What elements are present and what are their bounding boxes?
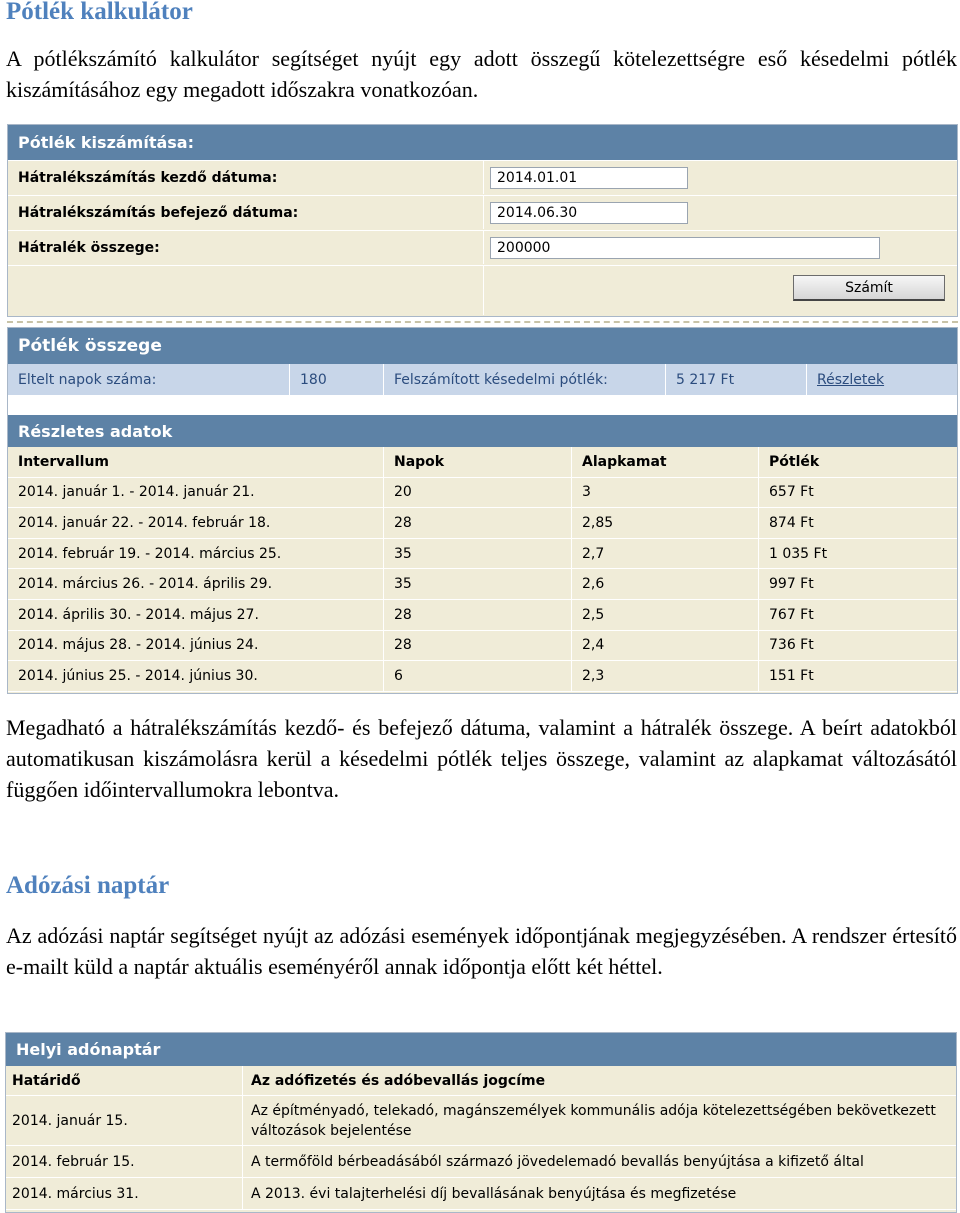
col-header-interval: Intervallum bbox=[8, 447, 384, 477]
button-row-spacer bbox=[8, 266, 484, 315]
cell-interval: 2014. március 26. - 2014. április 29. bbox=[8, 569, 384, 599]
intro-paragraph-naptar: Az adózási naptár segítséget nyújt az adózási események időpontjának megjegyzésében. A rendszer értesítő e-mailt küld a naptár aktuális eseményéről annak időpontja előtt két héttel. bbox=[6, 923, 957, 979]
start-date-input[interactable] bbox=[490, 167, 688, 189]
fee-value: 5 217 Ft bbox=[666, 364, 807, 395]
start-date-label: Hátralékszámítás kezdő dátuma: bbox=[8, 161, 484, 194]
cell-fee: 1 035 Ft bbox=[769, 545, 828, 562]
cell-fee: 736 Ft bbox=[769, 637, 814, 654]
cell-fee: 767 Ft bbox=[769, 606, 814, 623]
calculator-panel bbox=[7, 124, 958, 317]
cell-fee: 657 Ft bbox=[769, 484, 814, 501]
details-header-row bbox=[8, 447, 957, 478]
cell-fee: 874 Ft bbox=[769, 514, 814, 531]
details-title: Részletes adatok bbox=[8, 415, 957, 447]
cell-base-rate: 2,3 bbox=[572, 661, 759, 691]
gap bbox=[8, 395, 957, 415]
cell-interval: 2014. február 19. - 2014. március 25. bbox=[8, 539, 384, 569]
table-row bbox=[8, 539, 957, 570]
table-row bbox=[8, 478, 957, 509]
result-panel bbox=[7, 327, 958, 694]
amount-input[interactable] bbox=[490, 237, 880, 259]
calendar-row bbox=[6, 1178, 956, 1210]
calendar-row bbox=[6, 1146, 956, 1178]
cell-interval: 2014. április 30. - 2014. május 27. bbox=[8, 600, 384, 630]
table-row bbox=[8, 631, 957, 662]
cell-base-rate: 2,4 bbox=[572, 631, 759, 661]
calendar-row bbox=[6, 1096, 956, 1146]
amount-row bbox=[8, 230, 957, 264]
table-row bbox=[8, 600, 957, 631]
table-row bbox=[8, 569, 957, 600]
tax-calendar-panel bbox=[5, 1032, 957, 1213]
calendar-header-row bbox=[6, 1066, 956, 1096]
fee-label: Felszámított késedelmi pótlék: bbox=[384, 364, 666, 395]
cell-days: 35 bbox=[384, 539, 572, 569]
calendar-deadline: 2014. január 15. bbox=[6, 1096, 243, 1145]
cell-interval: 2014. január 1. - 2014. január 21. bbox=[8, 478, 384, 508]
cell-days: 28 bbox=[384, 508, 572, 538]
details-link[interactable]: Részletek bbox=[817, 371, 885, 388]
cell-fee: 151 Ft bbox=[769, 667, 814, 684]
result-title: Pótlék összege bbox=[8, 328, 957, 364]
cell-days: 28 bbox=[384, 600, 572, 630]
cell-interval: 2014. május 28. - 2014. június 24. bbox=[8, 631, 384, 661]
dotted-separator bbox=[7, 321, 958, 324]
details-table bbox=[8, 447, 957, 692]
page-heading-potlek: Pótlék kalkulátor bbox=[6, 0, 193, 25]
cell-interval: 2014. június 25. - 2014. június 30. bbox=[8, 661, 384, 691]
page-heading-naptar: Adózási naptár bbox=[6, 872, 170, 899]
cell-days: 35 bbox=[384, 569, 572, 599]
end-date-label: Hátralékszámítás befejező dátuma: bbox=[8, 196, 484, 229]
col-header-fee: Pótlék bbox=[769, 453, 820, 470]
amount-label: Hátralék összege: bbox=[8, 231, 484, 264]
cell-base-rate: 2,7 bbox=[572, 539, 759, 569]
end-date-row bbox=[8, 195, 957, 229]
start-date-row bbox=[8, 160, 957, 194]
table-row bbox=[8, 508, 957, 539]
cell-fee: 997 Ft bbox=[769, 576, 814, 593]
col-header-title: Az adófizetés és adóbevallás jogcíme bbox=[251, 1072, 546, 1089]
calendar-description: A termőföld bérbeadásából származó jövedelemadó bevallás benyújtása a kifizető által bbox=[251, 1153, 864, 1170]
cell-days: 6 bbox=[384, 661, 572, 691]
cell-base-rate: 2,5 bbox=[572, 600, 759, 630]
cell-days: 20 bbox=[384, 478, 572, 508]
description-paragraph: Megadható a hátralékszámítás kezdő- és befejező dátuma, valamint a hátralék összege. A beírt adatokból automatikusan kiszámolásra kerül a késedelmi pótlék teljes összege, valamint az alapkamat változásától függően időintervallumokra lebontva. bbox=[6, 715, 957, 802]
calendar-description: A 2013. évi talajterhelési díj bevallásának benyújtása és megfizetése bbox=[251, 1185, 737, 1202]
col-header-days: Napok bbox=[384, 447, 572, 477]
elapsed-days-label: Eltelt napok száma: bbox=[8, 364, 290, 395]
intro-paragraph-potlek: A pótlékszámító kalkulátor segítséget nyújt egy adott összegű kötelezettségre eső késedelmi pótlék kiszámításához egy megadott időszakra vonatkozóan. bbox=[6, 46, 957, 102]
table-row bbox=[8, 661, 957, 692]
tax-calendar-title: Helyi adónaptár bbox=[6, 1033, 956, 1066]
cell-days: 28 bbox=[384, 631, 572, 661]
elapsed-days-value: 180 bbox=[290, 364, 384, 395]
col-header-base-rate: Alapkamat bbox=[572, 447, 759, 477]
cell-base-rate: 3 bbox=[572, 478, 759, 508]
summary-row bbox=[8, 364, 957, 395]
cell-interval: 2014. január 22. - 2014. február 18. bbox=[8, 508, 384, 538]
cell-base-rate: 2,85 bbox=[572, 508, 759, 538]
calendar-deadline: 2014. február 15. bbox=[6, 1146, 243, 1177]
calendar-deadline: 2014. március 31. bbox=[6, 1178, 243, 1209]
cell-base-rate: 2,6 bbox=[572, 569, 759, 599]
end-date-input[interactable] bbox=[490, 202, 688, 224]
calculator-title: Pótlék kiszámítása: bbox=[8, 125, 957, 160]
calendar-description: Az építményadó, telekadó, magánszemélyek kommunális adója kötelezettségében bekövetkezett változások bejelentése bbox=[251, 1102, 936, 1139]
calculate-button[interactable]: Számít bbox=[793, 275, 945, 301]
col-header-deadline: Határidő bbox=[6, 1066, 243, 1095]
